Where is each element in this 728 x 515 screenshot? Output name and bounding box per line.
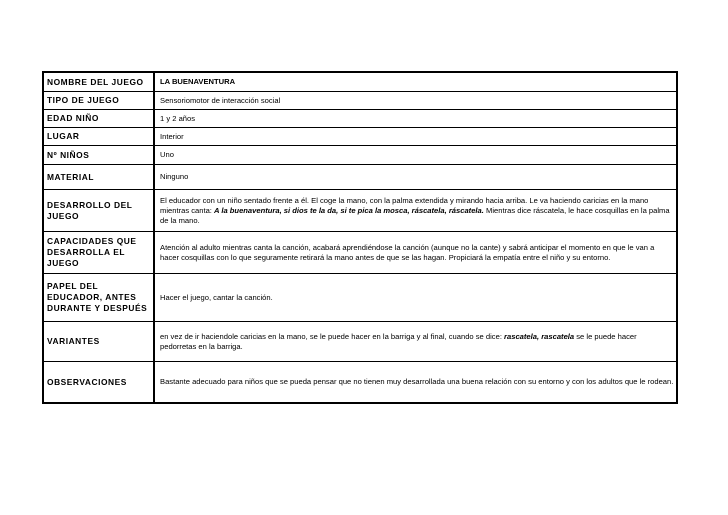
row-educator-role	[44, 273, 676, 321]
label-game-type: TIPO DE JUEGO	[44, 92, 155, 109]
row-game-development	[44, 189, 676, 231]
row-capacities	[44, 231, 676, 273]
value-game-development	[160, 190, 674, 231]
label-variants: VARIANTES	[44, 322, 155, 361]
development-song-lyrics: A la buenaventura, si dios te la da, si te pica la mosca, ráscatela, ráscatela.	[214, 205, 484, 215]
label-material: MATERIAL	[44, 165, 155, 189]
row-observations	[44, 361, 676, 402]
value-variants	[160, 322, 674, 361]
variants-text-start: en vez de ir haciendole caricias en la mano, se le puede hacer en la barriga y al final, cuando se dice:	[160, 331, 505, 341]
label-place: LUGAR	[44, 128, 155, 145]
row-game-name	[44, 73, 676, 91]
label-capacities: CAPACIDADES QUE DESARROLLA EL JUEGO	[44, 232, 155, 273]
value-game-name: LA BUENAVENTURA	[160, 77, 236, 86]
development-text-end: Mientras dice ráscatela, le hace cosquillas en la palma de la mano.	[160, 205, 670, 225]
label-observations: OBSERVACIONES	[44, 362, 155, 402]
row-material	[44, 164, 676, 189]
game-sheet-table	[42, 71, 678, 404]
value-child-age: 1 y 2 años	[160, 113, 196, 123]
value-material: Ninguno	[160, 172, 189, 181]
value-observations: Bastante adecuado para niños que se pueda pensar que no tienen muy desarrollada una buena relación con su entorno y con los adultos que le rodean.	[160, 377, 674, 386]
development-text-start: El educador con un niño sentado frente a él. El coge la mano, con la palma extendida y mirando hacia arriba. Le va haciendo caricias en la mano mientras canta:	[160, 195, 649, 215]
row-game-type	[44, 91, 676, 109]
value-place: Interior	[160, 131, 184, 141]
value-capacities: Atención al adulto mientras canta la canción, acabará aprendiéndose la canción (aunque no la cante) y sabrá anticipar el momento en que le van a hacer cosquillas con lo que seguramente retirará la mano antes de que se las hagan. Propiciará la empatía entre el niño y su entorno.	[160, 242, 655, 262]
label-number-of-children: Nº NIÑOS	[44, 146, 155, 164]
value-educator-role: Hacer el juego, cantar la canción.	[160, 292, 273, 302]
row-number-of-children	[44, 145, 676, 164]
variants-song-lyrics: rascatela, rascatela	[504, 331, 575, 341]
value-game-type: Sensoriomotor de interacción social	[160, 95, 281, 105]
label-child-age: EDAD NIÑO	[44, 110, 155, 127]
value-number-of-children: Uno	[160, 150, 174, 159]
label-game-development: DESARROLLO DEL JUEGO	[44, 190, 155, 231]
row-place	[44, 127, 676, 145]
label-game-name: NOMBRE DEL JUEGO	[44, 73, 155, 91]
variants-text-end: se le puede hacer pedorretas en la barriga.	[160, 331, 637, 351]
row-variants	[44, 321, 676, 361]
label-educator-role: PAPEL DEL EDUCADOR, ANTES DURANTE Y DESPUÉS	[44, 274, 155, 321]
row-child-age	[44, 109, 676, 127]
